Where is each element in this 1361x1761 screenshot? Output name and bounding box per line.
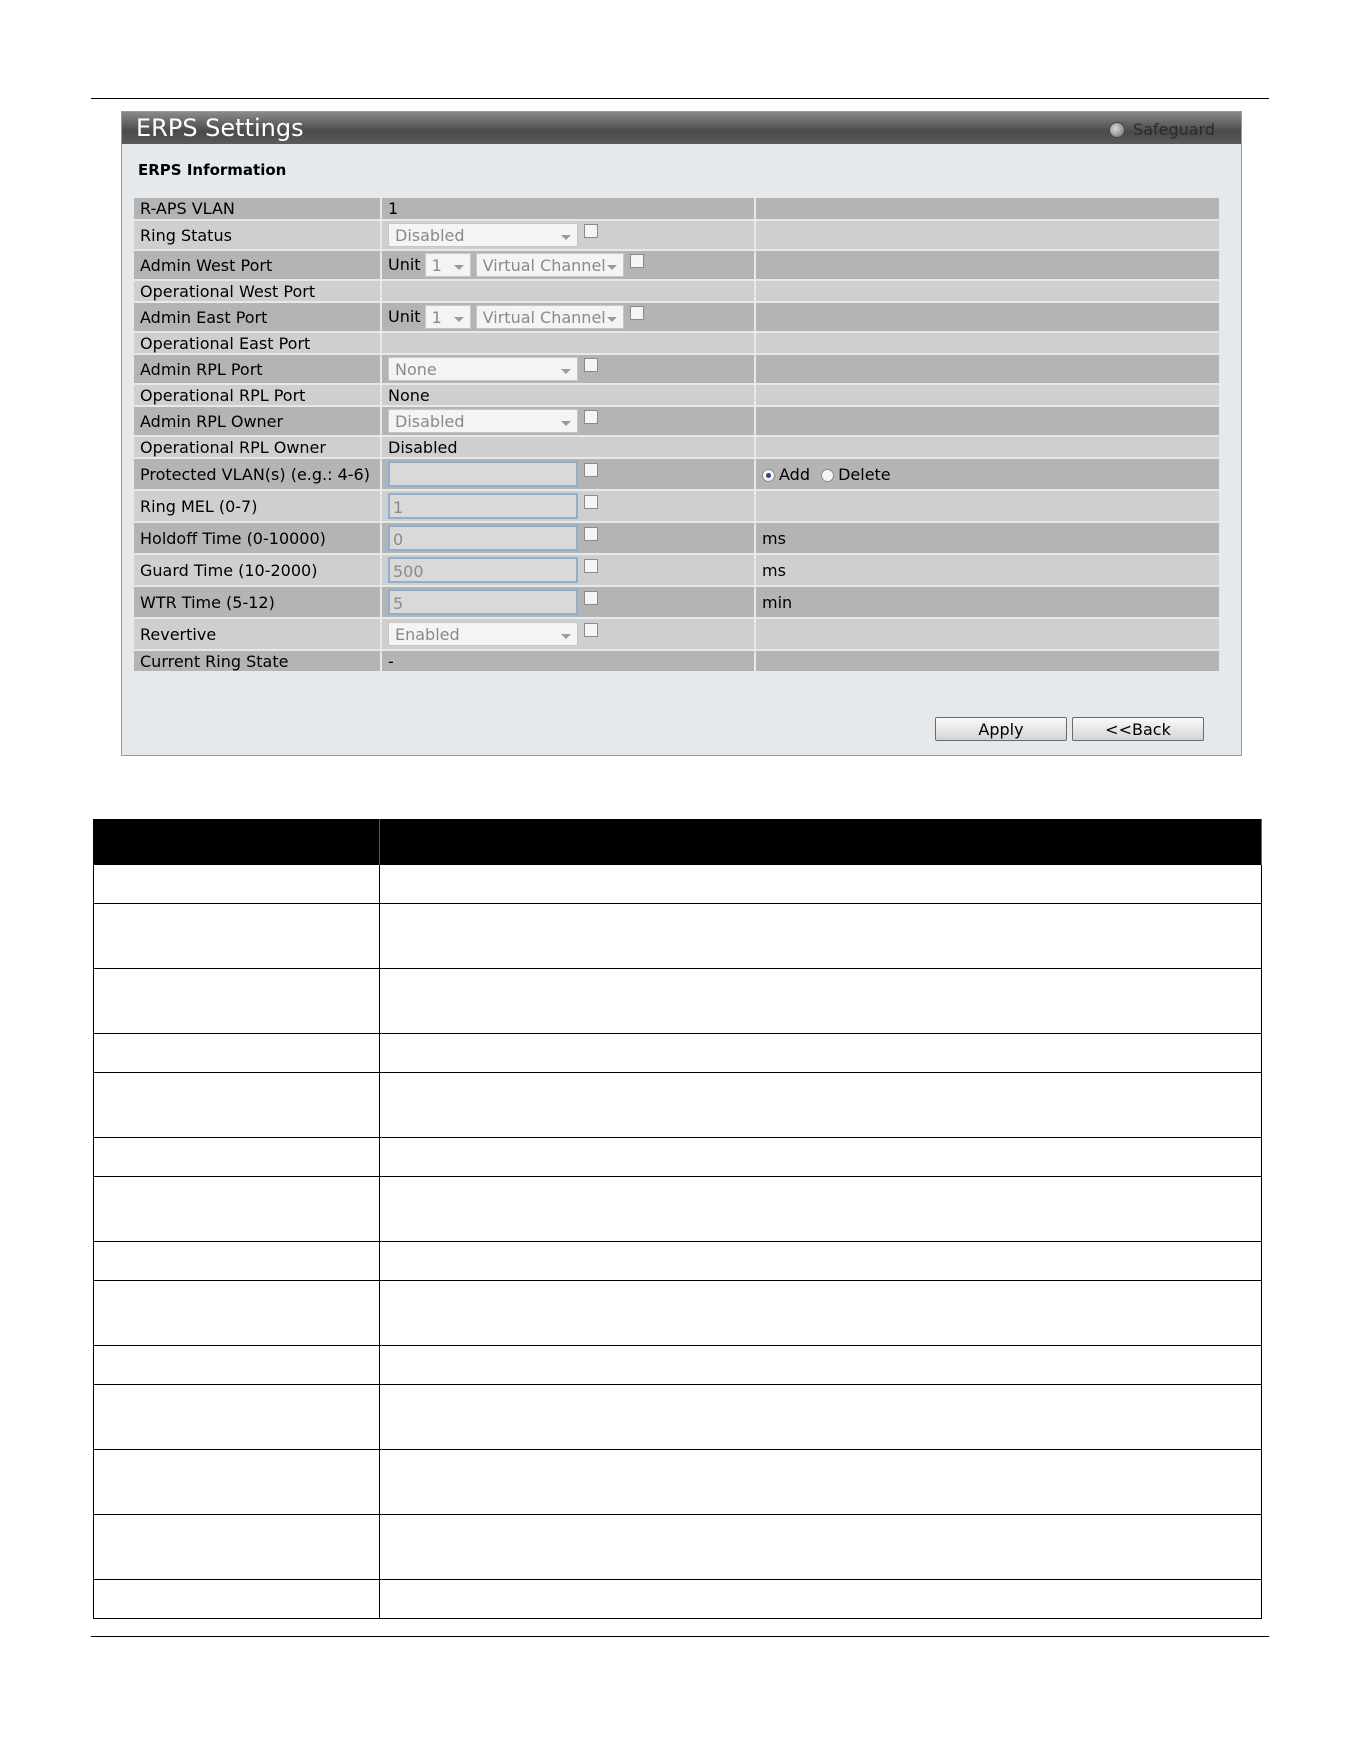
ring-mel-checkbox[interactable] [584,495,598,509]
west-port-checkbox[interactable] [630,254,644,268]
table-row [94,1450,1262,1515]
chevron-down-icon [454,317,464,322]
revertive-checkbox[interactable] [584,623,598,637]
back-button[interactable]: <<Back [1072,717,1204,741]
row-label: Operational West Port [134,280,381,302]
protected-vlan-checkbox[interactable] [584,463,598,477]
table-row [134,280,1219,302]
op-rpl-port-value: None [381,384,755,406]
west-port-select[interactable]: Virtual Channel [476,253,624,277]
rpl-owner-select[interactable]: Disabled [388,409,578,433]
table-row [94,1242,1262,1281]
add-radio[interactable] [762,469,775,482]
table-row [94,865,1262,904]
bottom-rule [91,1636,1269,1637]
east-unit-select[interactable]: 1 [425,305,471,329]
table-row [134,490,1219,522]
description-header-row [94,819,1262,865]
add-label: Add [779,464,810,484]
chevron-down-icon [607,317,617,322]
row-label: Admin RPL Owner [134,406,381,436]
ring-mel-input[interactable]: 1 [388,493,578,519]
table-row [94,969,1262,1034]
row-label: Admin West Port [134,250,381,280]
table-row [94,1346,1262,1385]
table-row [134,220,1219,250]
description-header-param [94,819,380,865]
holdoff-unit: ms [755,522,1219,554]
rpl-port-checkbox[interactable] [584,358,598,372]
ring-status-select[interactable]: Disabled [388,223,578,247]
ring-status-checkbox[interactable] [584,224,598,238]
holdoff-time-checkbox[interactable] [584,527,598,541]
table-row [134,302,1219,332]
panel-header [122,112,1241,144]
wtr-unit: min [755,586,1219,618]
chevron-down-icon [454,265,464,270]
chevron-down-icon [561,369,571,374]
table-row [134,354,1219,384]
table-row [94,1281,1262,1346]
row-label: Ring Status [134,220,381,250]
wtr-time-checkbox[interactable] [584,591,598,605]
chevron-down-icon [561,421,571,426]
table-row [94,1138,1262,1177]
table-row [134,436,1219,458]
east-port-select[interactable]: Virtual Channel [476,305,624,329]
wtr-time-input[interactable]: 5 [388,589,578,615]
row-label: Admin RPL Port [134,354,381,384]
table-row [134,406,1219,436]
table-row [94,1385,1262,1450]
row-label: Revertive [134,618,381,650]
row-label: Holdoff Time (0-10000) [134,522,381,554]
op-east-port-value [381,332,755,354]
row-label: R-APS VLAN [134,198,381,220]
erps-settings-panel [121,111,1242,756]
guard-time-input[interactable]: 500 [388,557,578,583]
delete-radio[interactable] [821,469,834,482]
safeguard-indicator [1109,120,1215,139]
table-row [94,1034,1262,1073]
table-row [94,1177,1262,1242]
row-label: Protected VLAN(s) (e.g.: 4-6) [134,458,381,490]
unit-label: Unit [388,306,421,326]
panel-title: ERPS Settings [136,114,304,142]
row-label: Current Ring State [134,650,381,672]
apply-button[interactable]: Apply [935,717,1067,741]
rpl-owner-checkbox[interactable] [584,410,598,424]
table-row [134,250,1219,280]
revertive-select[interactable]: Enabled [388,622,578,646]
unit-label: Unit [388,254,421,274]
table-row [134,586,1219,618]
section-title: ERPS Information [138,161,287,179]
description-header-desc [380,819,1262,865]
west-unit-select[interactable]: 1 [425,253,471,277]
chevron-down-icon [561,634,571,639]
row-label: Operational East Port [134,332,381,354]
table-row [94,1073,1262,1138]
row-label: Guard Time (10-2000) [134,554,381,586]
table-row [134,650,1219,672]
current-ring-state-value: - [381,650,755,672]
delete-label: Delete [838,464,891,484]
safeguard-icon [1109,122,1125,138]
row-label: WTR Time (5-12) [134,586,381,618]
table-row [134,554,1219,586]
raps-vlan-value: 1 [381,198,755,220]
table-row [134,384,1219,406]
table-row [134,458,1219,490]
erps-info-table [134,198,1219,673]
table-row [94,1580,1262,1619]
rpl-port-select[interactable]: None [388,357,578,381]
row-label: Ring MEL (0-7) [134,490,381,522]
east-port-checkbox[interactable] [630,306,644,320]
description-table [93,819,1262,1619]
row-label: Admin East Port [134,302,381,332]
chevron-down-icon [607,265,617,270]
guard-time-checkbox[interactable] [584,559,598,573]
table-row [134,332,1219,354]
table-row [134,198,1219,220]
safeguard-label: Safeguard [1133,120,1215,139]
chevron-down-icon [561,235,571,240]
op-rpl-owner-value: Disabled [381,436,755,458]
row-label: Operational RPL Port [134,384,381,406]
table-row [134,618,1219,650]
op-west-port-value [381,280,755,302]
table-row [94,904,1262,969]
table-row [134,522,1219,554]
table-row [94,1515,1262,1580]
protected-vlan-input[interactable] [388,461,578,487]
row-label: Operational RPL Owner [134,436,381,458]
top-rule [91,98,1269,99]
guard-unit: ms [755,554,1219,586]
holdoff-time-input[interactable]: 0 [388,525,578,551]
